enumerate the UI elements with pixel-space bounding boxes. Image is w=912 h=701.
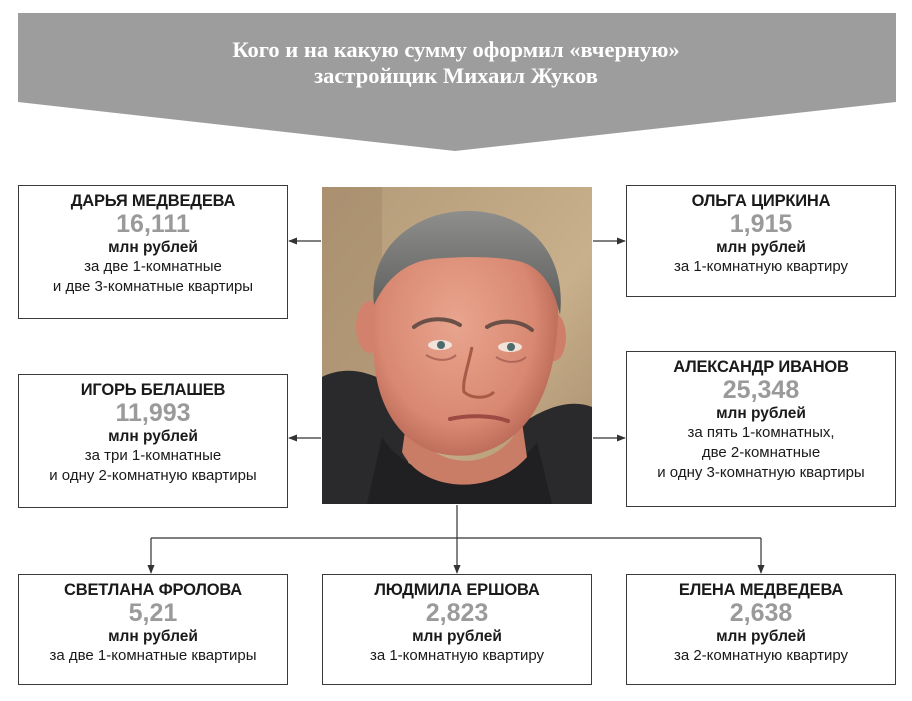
card-alexandr-ivanov (626, 351, 896, 507)
recipient-name: ЛЮДМИЛА ЕРШОВА (374, 581, 540, 599)
card-lyudmila-ershova (322, 574, 592, 685)
card-darya-medvedeva (18, 185, 288, 319)
description-line: за три 1-комнатные (84, 447, 222, 464)
amount-unit: млн рублей (108, 239, 198, 256)
amount-unit: млн рублей (716, 628, 806, 645)
portrait-photo (322, 187, 592, 504)
description-line: и одну 3-комнатную квартиры (657, 464, 865, 481)
amount-value: 2,638 (729, 599, 793, 627)
card-svetlana-frolova (18, 574, 288, 685)
description-line: за две 1-комнатные (84, 258, 222, 275)
amount-value: 5,21 (128, 599, 178, 627)
recipient-name: ЕЛЕНА МЕДВЕДЕВА (678, 581, 844, 599)
description-line: за пять 1-комнатных, (687, 424, 835, 441)
amount-value: 25,348 (722, 376, 800, 404)
recipient-name: ДАРЬЯ МЕДВЕДЕВА (70, 192, 236, 210)
description-line: за 1-комнатную квартиру (369, 647, 545, 664)
description-line: за две 1-комнатные квартиры (49, 647, 257, 664)
description-line: за 1-комнатную квартиру (673, 258, 849, 275)
card-igor-belashev (18, 374, 288, 508)
description-line: две 2-комнатные (701, 444, 821, 461)
amount-value: 16,111 (116, 210, 190, 238)
recipient-name: ИГОРЬ БЕЛАШЕВ (80, 381, 226, 399)
amount-unit: млн рублей (108, 428, 198, 445)
amount-value: 11,993 (115, 399, 191, 427)
card-elena-medvedeva (626, 574, 896, 685)
portrait-icon (322, 187, 592, 504)
amount-unit: млн рублей (716, 405, 806, 422)
amount-unit: млн рублей (716, 239, 806, 256)
description-line: за 2-комнатную квартиру (673, 647, 849, 664)
recipient-name: АЛЕКСАНДР ИВАНОВ (673, 358, 849, 376)
amount-unit: млн рублей (108, 628, 198, 645)
recipient-name: СВЕТЛАНА ФРОЛОВА (64, 581, 242, 599)
card-olga-tsirkina (626, 185, 896, 297)
amount-unit: млн рублей (412, 628, 502, 645)
title-line-2: застройщик Михаил Жуков (314, 63, 598, 88)
description-line: и одну 2-комнатную квартиры (49, 467, 257, 484)
amount-value: 1,915 (729, 210, 793, 238)
recipient-name: ОЛЬГА ЦИРКИНА (691, 192, 831, 210)
description-line: и две 3-комнатные квартиры (52, 278, 254, 295)
title-line-1: Кого и на какую сумму оформил «вчерную» (232, 37, 680, 62)
amount-value: 2,823 (425, 599, 489, 627)
